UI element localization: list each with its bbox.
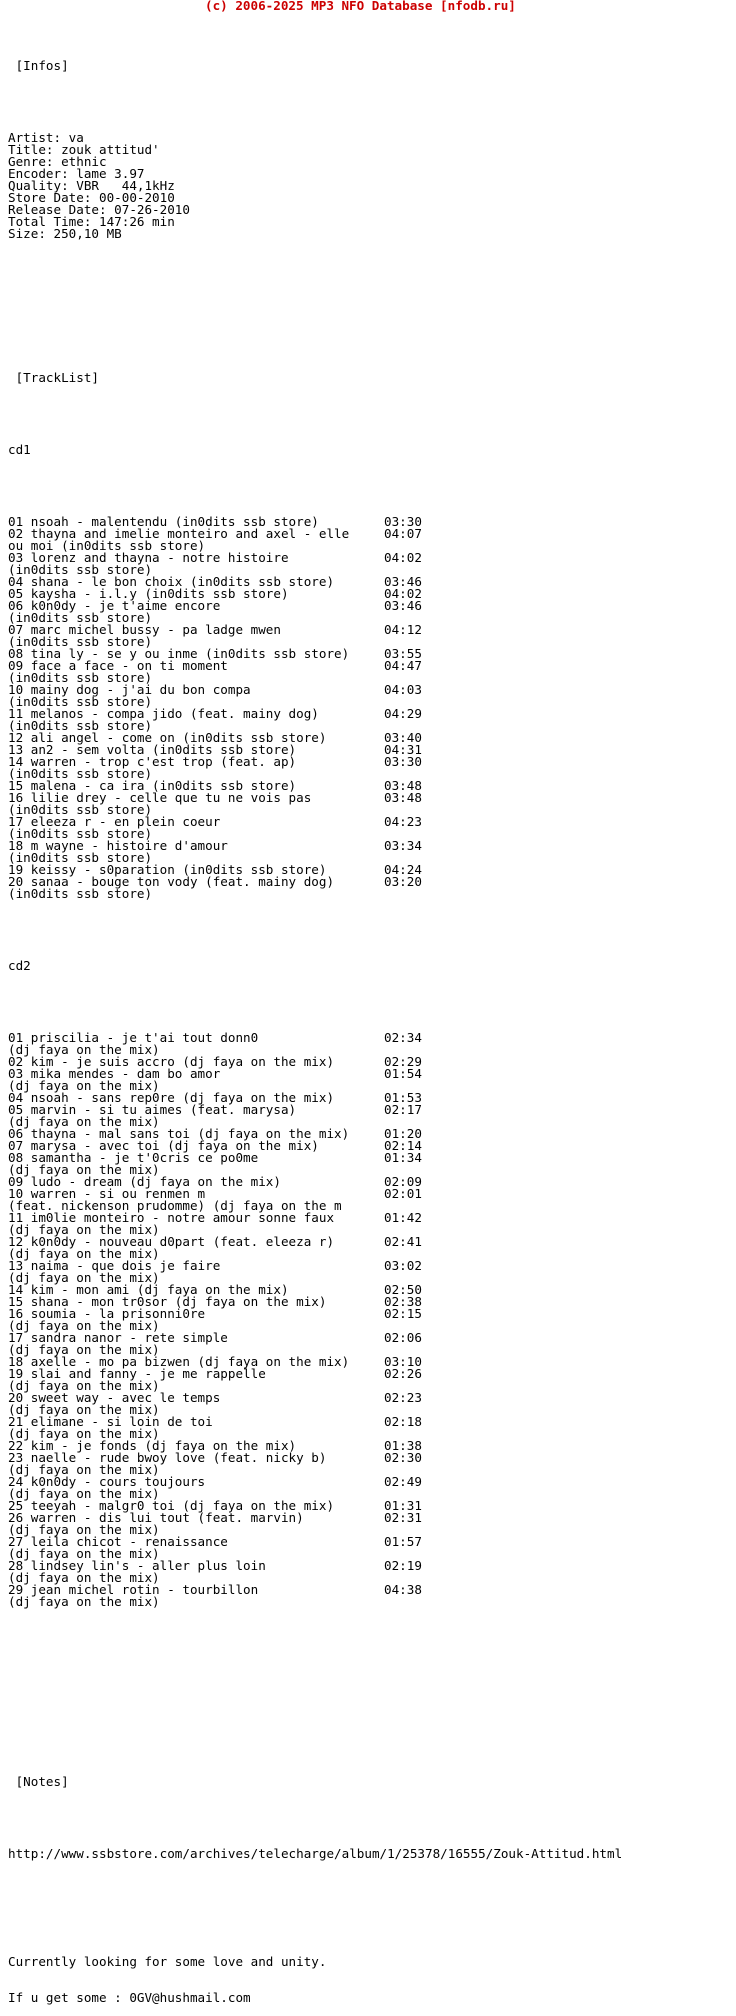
- track-duration: 02:18: [384, 1414, 422, 1429]
- track-title-continuation: (dj faya on the mix): [8, 1594, 160, 1609]
- cd1-tracklist: [8, 516, 622, 900]
- track-title: 08 samantha - je t'0cris ce po0me: [8, 1150, 259, 1165]
- track-title-continuation: (in0dits ssb store): [8, 694, 153, 709]
- track-duration: 01:53: [384, 1090, 422, 1105]
- track-title-continuation: (dj faya on the mix): [8, 1486, 160, 1501]
- track-title-continuation: (dj faya on the mix): [8, 1402, 160, 1417]
- info-line: Store Date: 00-00-2010: [8, 190, 175, 205]
- track-title: 25 teeyah - malgr0 toi (dj faya on the mix): [8, 1498, 335, 1513]
- track-title: 19 slai and fanny - je me rappelle: [8, 1366, 266, 1381]
- info-line: Size: 250,10 MB: [8, 226, 122, 241]
- track-title-continuation: (dj faya on the mix): [8, 1042, 160, 1057]
- track-title-continuation: (in0dits ssb store): [8, 766, 153, 781]
- track-title-continuation: (in0dits ssb store): [8, 826, 153, 841]
- track-row: [8, 1584, 622, 1596]
- track-title: 13 naima - que dois je faire: [8, 1258, 221, 1273]
- track-title: 16 soumia - la prisonni0re: [8, 1306, 206, 1321]
- track-title-continuation: ou moi (in0dits ssb store): [8, 538, 206, 553]
- track-duration: 04:24: [384, 862, 422, 877]
- track-duration: 02:38: [384, 1294, 422, 1309]
- track-title: 01 priscilia - je t'ai tout donn0: [8, 1030, 259, 1045]
- track-duration: 04:31: [384, 742, 422, 757]
- track-title-continuation: (dj faya on the mix): [8, 1318, 160, 1333]
- info-line: Release Date: 07-26-2010: [8, 202, 190, 217]
- track-row: [8, 1452, 622, 1464]
- track-row: [8, 1416, 622, 1428]
- track-duration: 02:30: [384, 1450, 422, 1465]
- track-duration: 02:34: [384, 1030, 422, 1045]
- track-row: [8, 816, 622, 828]
- track-title: 17 eleeza r - en plein coeur: [8, 814, 221, 829]
- infos-list: [8, 132, 622, 240]
- site-header: (c) 2006-2025 MP3 NFO Database [nfodb.ru]: [205, 0, 516, 13]
- track-title-continuation: (in0dits ssb store): [8, 634, 153, 649]
- info-line: Title: zouk attitud': [8, 142, 160, 157]
- track-duration: 01:34: [384, 1150, 422, 1165]
- track-title: 15 malena - ca ira (in0dits ssb store): [8, 778, 297, 793]
- track-title-continuation: (dj faya on the mix): [8, 1222, 160, 1237]
- track-title: 03 mika mendes - dam bo amor: [8, 1066, 221, 1081]
- info-line: Genre: ethnic: [8, 154, 107, 169]
- track-title: 26 warren - dis lui tout (feat. marvin): [8, 1510, 304, 1525]
- track-title: 09 face a face - on ti moment: [8, 658, 228, 673]
- track-title: 20 sanaa - bouge ton vody (feat. mainy dog): [8, 874, 335, 889]
- track-title: 08 tina ly - se y ou inme (in0dits ssb store): [8, 646, 350, 661]
- track-title-continuation: (dj faya on the mix): [8, 1246, 160, 1261]
- tracklist-heading: [TrackList]: [8, 370, 99, 385]
- track-duration: 01:20: [384, 1126, 422, 1141]
- track-title: 27 leila chicot - renaissance: [8, 1534, 228, 1549]
- track-title: 05 marvin - si tu aimes (feat. marysa): [8, 1102, 297, 1117]
- track-title: 11 im0lie monteiro - notre amour sonne faux: [8, 1210, 335, 1225]
- track-row: [8, 756, 622, 768]
- track-title: 17 sandra nanor - rete simple: [8, 1330, 228, 1345]
- track-title: 03 lorenz and thayna - notre histoire: [8, 550, 289, 565]
- track-title: 02 thayna and imelie monteiro and axel - elle: [8, 526, 350, 541]
- track-title: 18 axelle - mo pa bizwen (dj faya on the mix): [8, 1354, 350, 1369]
- track-title-continuation: (in0dits ssb store): [8, 886, 153, 901]
- track-row: [8, 1032, 622, 1044]
- track-duration: 03:40: [384, 730, 422, 745]
- track-duration: 02:06: [384, 1330, 422, 1345]
- track-title: 20 sweet way - avec le temps: [8, 1390, 221, 1405]
- header-spacer: [8, 24, 622, 36]
- track-title: 07 marysa - avec toi (dj faya on the mix): [8, 1138, 319, 1153]
- track-title: 07 marc michel bussy - pa ladge mwen: [8, 622, 281, 637]
- track-row: [8, 1512, 622, 1524]
- track-title: 12 ali angel - come on (in0dits ssb store): [8, 730, 327, 745]
- track-title-continuation: (feat. nickenson prudomme) (dj faya on the m: [8, 1198, 342, 1213]
- track-title: 21 elimane - si loin de toi: [8, 1414, 213, 1429]
- nfo-document: [8, 0, 622, 2016]
- notes-line-1: Currently looking for some love and unity.: [8, 1954, 327, 1969]
- track-duration: 03:55: [384, 646, 422, 661]
- track-title-continuation: (dj faya on the mix): [8, 1546, 160, 1561]
- track-row: [8, 1236, 622, 1248]
- track-title: 05 kaysha - i.l.y (in0dits ssb store): [8, 586, 289, 601]
- info-line: Artist: va: [8, 130, 84, 145]
- track-title: 24 k0n0dy - cours toujours: [8, 1474, 206, 1489]
- track-title-continuation: (dj faya on the mix): [8, 1342, 160, 1357]
- track-duration: 03:34: [384, 838, 422, 853]
- track-title: 23 naelle - rude bwoy love (feat. nicky b): [8, 1450, 327, 1465]
- track-row: [8, 1560, 622, 1572]
- track-duration: 04:23: [384, 814, 422, 829]
- track-title-continuation: (in0dits ssb store): [8, 718, 153, 733]
- track-title-continuation: (in0dits ssb store): [8, 562, 153, 577]
- track-duration: 02:15: [384, 1306, 422, 1321]
- track-title-continuation: (dj faya on the mix): [8, 1162, 160, 1177]
- track-title: 16 lilie drey - celle que tu ne vois pas: [8, 790, 312, 805]
- track-title: 06 thayna - mal sans toi (dj faya on the mix): [8, 1126, 350, 1141]
- track-duration: 03:48: [384, 778, 422, 793]
- track-title: 29 jean michel rotin - tourbillon: [8, 1582, 259, 1597]
- info-line: Total Time: 147:26 min: [8, 214, 175, 229]
- track-title-continuation: (in0dits ssb store): [8, 610, 153, 625]
- track-row: [8, 528, 622, 540]
- track-title-continuation: (dj faya on the mix): [8, 1462, 160, 1477]
- track-row: [8, 1308, 622, 1320]
- track-duration: 02:26: [384, 1366, 422, 1381]
- track-row: [8, 708, 622, 720]
- track-duration: 02:41: [384, 1234, 422, 1249]
- track-title-continuation: (dj faya on the mix): [8, 1522, 160, 1537]
- cd2-label: cd2: [8, 958, 31, 973]
- track-title: 04 nsoah - sans rep0re (dj faya on the mix): [8, 1090, 335, 1105]
- track-duration: 04:02: [384, 586, 422, 601]
- track-duration: 01:54: [384, 1066, 422, 1081]
- track-title: 13 an2 - sem volta (in0dits ssb store): [8, 742, 297, 757]
- cd1-label: cd1: [8, 442, 31, 457]
- cd2-tracklist: [8, 1032, 622, 1608]
- track-row: [8, 792, 622, 804]
- track-title-continuation: (in0dits ssb store): [8, 670, 153, 685]
- track-duration: 03:30: [384, 514, 422, 529]
- track-row: [8, 552, 622, 564]
- track-title-continuation: (dj faya on the mix): [8, 1378, 160, 1393]
- track-title-continuation: (dj faya on the mix): [8, 1270, 160, 1285]
- track-title: 15 shana - mon tr0sor (dj faya on the mix): [8, 1294, 327, 1309]
- info-line: Encoder: lame 3.97: [8, 166, 145, 181]
- notes-url-link[interactable]: http://www.ssbstore.com/archives/telecharge/album/1/25378/16555/Zouk-Attitud.html: [8, 1846, 623, 1861]
- track-title: 12 k0n0dy - nouveau d0part (feat. eleeza r): [8, 1234, 335, 1249]
- track-title: 22 kim - je fonds (dj faya on the mix): [8, 1438, 297, 1453]
- track-row: [8, 840, 622, 852]
- track-duration: 04:07: [384, 526, 422, 541]
- track-title: 28 lindsey lin's - aller plus loin: [8, 1558, 266, 1573]
- track-row: [8, 1260, 622, 1272]
- track-duration: 03:48: [384, 790, 422, 805]
- track-duration: 02:23: [384, 1390, 422, 1405]
- track-title-continuation: (dj faya on the mix): [8, 1426, 160, 1441]
- track-duration: 02:29: [384, 1054, 422, 1069]
- track-duration: 02:17: [384, 1102, 422, 1117]
- track-row: [8, 1476, 622, 1488]
- track-duration: 04:03: [384, 682, 422, 697]
- notes-heading: [Notes]: [8, 1774, 69, 1789]
- track-duration: 03:02: [384, 1258, 422, 1273]
- track-row: [8, 1536, 622, 1548]
- track-duration: 03:30: [384, 754, 422, 769]
- track-duration: 04:02: [384, 550, 422, 565]
- track-title-continuation: (in0dits ssb store): [8, 850, 153, 865]
- track-row: [8, 1152, 622, 1164]
- track-row: [8, 624, 622, 636]
- track-title: 10 mainy dog - j'ai du bon compa: [8, 682, 251, 697]
- track-title-continuation: (dj faya on the mix): [8, 1114, 160, 1129]
- track-title: 10 warren - si ou renmen m: [8, 1186, 206, 1201]
- notes-line-2: If u get some : 0GV@hushmail.com: [8, 1990, 251, 2005]
- track-title: 09 ludo - dream (dj faya on the mix): [8, 1174, 281, 1189]
- track-duration: 02:09: [384, 1174, 422, 1189]
- track-duration: 01:42: [384, 1210, 422, 1225]
- track-row: [8, 684, 622, 696]
- track-duration: 04:47: [384, 658, 422, 673]
- track-duration: 03:20: [384, 874, 422, 889]
- track-title: 06 k0n0dy - je t'aime encore: [8, 598, 221, 613]
- track-row: [8, 600, 622, 612]
- track-duration: 01:31: [384, 1498, 422, 1513]
- track-duration: 01:38: [384, 1438, 422, 1453]
- track-row: [8, 1368, 622, 1380]
- track-title: 14 kim - mon ami (dj faya on the mix): [8, 1282, 289, 1297]
- track-duration: 02:31: [384, 1510, 422, 1525]
- track-title: 11 melanos - compa jido (feat. mainy dog): [8, 706, 319, 721]
- track-title: 18 m wayne - histoire d'amour: [8, 838, 228, 853]
- track-title: 01 nsoah - malentendu (in0dits ssb store): [8, 514, 319, 529]
- track-duration: 04:38: [384, 1582, 422, 1597]
- track-duration: 01:57: [384, 1534, 422, 1549]
- track-row: [8, 876, 622, 888]
- track-title-continuation: (dj faya on the mix): [8, 1078, 160, 1093]
- track-row: [8, 1188, 622, 1200]
- track-row: [8, 1104, 622, 1116]
- track-title: 14 warren - trop c'est trop (feat. ap): [8, 754, 297, 769]
- track-duration: 02:19: [384, 1558, 422, 1573]
- track-row: [8, 1068, 622, 1080]
- track-title: 04 shana - le bon choix (in0dits ssb store): [8, 574, 335, 589]
- infos-heading: [Infos]: [8, 58, 69, 73]
- track-row: [8, 1392, 622, 1404]
- track-row: [8, 1332, 622, 1344]
- track-duration: 03:46: [384, 574, 422, 589]
- track-title-continuation: (in0dits ssb store): [8, 802, 153, 817]
- track-row: [8, 660, 622, 672]
- track-duration: 02:49: [384, 1474, 422, 1489]
- track-row: [8, 1212, 622, 1224]
- track-duration: 03:10: [384, 1354, 422, 1369]
- track-duration: 03:46: [384, 598, 422, 613]
- track-title: 02 kim - je suis accro (dj faya on the mix): [8, 1054, 335, 1069]
- track-duration: 02:50: [384, 1282, 422, 1297]
- track-duration: 04:12: [384, 622, 422, 637]
- track-duration: 02:01: [384, 1186, 422, 1201]
- track-duration: 02:14: [384, 1138, 422, 1153]
- track-duration: 04:29: [384, 706, 422, 721]
- track-title-continuation: (dj faya on the mix): [8, 1570, 160, 1585]
- info-line: Quality: VBR 44,1kHz: [8, 178, 175, 193]
- track-title: 19 keissy - s0paration (in0dits ssb store): [8, 862, 327, 877]
